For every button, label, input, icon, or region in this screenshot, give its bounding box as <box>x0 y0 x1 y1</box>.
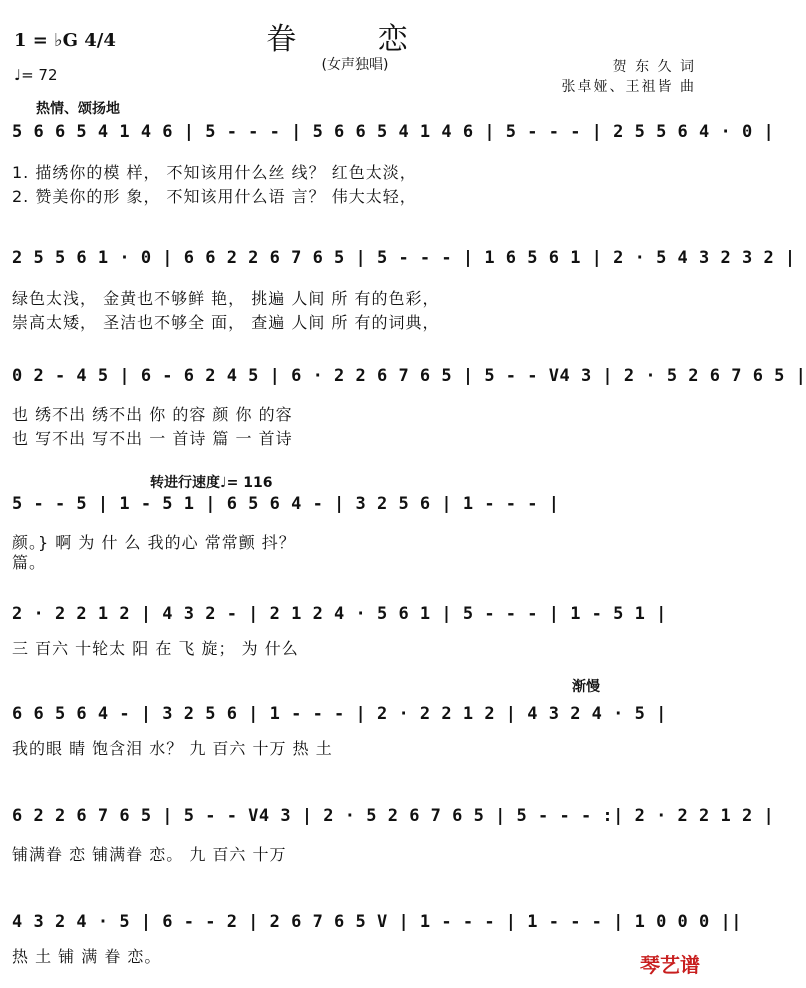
lyric-line: 三 百六 十轮太 阳 在 飞 旋； 为 什么 <box>12 639 299 658</box>
tempo-mark: ♩= 72 <box>14 66 58 84</box>
lyric-line: 也 写不出 写不出 一 首诗 篇 一 首诗 <box>12 429 293 448</box>
notation-line: 0 2 - 4 5 | 6 - 6 2 4 5 | 6 · 2 2 6 7 6 5 | 5 - - V4 3 | 2 · 5 2 6 7 6 5 | <box>12 366 806 386</box>
notation-line: 2 · 2 2 1 2 | 4 3 2 - | 2 1 2 4 · 5 6 1 | 5 - - - | 1 - 5 1 | <box>12 604 667 624</box>
site-logo: 琴艺谱 <box>640 953 700 977</box>
tempo-slow-mark: 渐慢 <box>572 679 600 695</box>
song-subtitle: (女声独唱) <box>321 57 389 73</box>
song-title: 眷 恋 <box>266 22 444 57</box>
lyric-line: 热 土 铺 满 眷 恋。 <box>12 947 162 966</box>
lyric-line: 篇。 <box>12 553 47 572</box>
notation-line: 5 6 6 5 4 1 4 6 | 5 - - - | 5 6 6 5 4 1 4 6 | 5 - - - | 2 5 5 6 4 · 0 | <box>12 122 775 142</box>
lyric-line: 铺满眷 恋 铺满眷 恋。 九 百六 十万 <box>12 845 287 864</box>
notation-line: 4 3 2 4 · 5 | 6 - - 2 | 2 6 7 6 5 V | 1 - - - | 1 - - - | 1 0 0 0 || <box>12 912 742 932</box>
notation-line: 5 - - 5 | 1 - 5 1 | 6 5 6 4 - | 3 2 5 6 | 1 - - - | <box>12 494 560 514</box>
notation-line: 6 6 5 6 4 - | 3 2 5 6 | 1 - - - | 2 · 2 2 1 2 | 4 3 2 4 · 5 | <box>12 704 667 724</box>
key-signature: 1 = ♭G 4/4 <box>14 30 116 51</box>
lyric-line: 颜。} 啊 为 什 么 我的心 常常颤 抖？ <box>12 533 296 552</box>
lyric-line: 2. 赞美你的形 象， 不知该用什么语 言？ 伟大太轻， <box>12 187 417 206</box>
lyricist-credit: 贺 东 久 词 <box>612 59 696 75</box>
notation-line: 2 5 5 6 1 · 0 | 6 6 2 2 6 7 6 5 | 5 - - - | 1 6 5 6 1 | 2 · 5 4 3 2 3 2 | <box>12 248 796 268</box>
lyric-line: 也 绣不出 绣不出 你 的容 颜 你 的容 <box>12 405 293 424</box>
notation-line: 6 2 2 6 7 6 5 | 5 - - V4 3 | 2 · 5 2 6 7 6 5 | 5 - - - :| 2 · 2 2 1 2 | <box>12 806 775 826</box>
expression-mark: 热情、颂扬地 <box>36 101 120 117</box>
lyric-line: 崇高太矮， 圣洁也不够全 面， 查遍 人间 所 有的词典， <box>12 313 440 332</box>
lyric-line: 我的眼 睛 饱含泪 水？ 九 百六 十万 热 土 <box>12 739 333 758</box>
composer-credit: 张卓娅、王祖皆 曲 <box>561 79 696 95</box>
lyric-line: 绿色太浅， 金黄也不够鲜 艳， 挑遍 人间 所 有的色彩， <box>12 289 440 308</box>
lyric-line: 1. 描绣你的模 样， 不知该用什么丝 线？ 红色太淡， <box>12 163 417 182</box>
tempo-change-mark: 转进行速度♩= 116 <box>150 475 273 491</box>
